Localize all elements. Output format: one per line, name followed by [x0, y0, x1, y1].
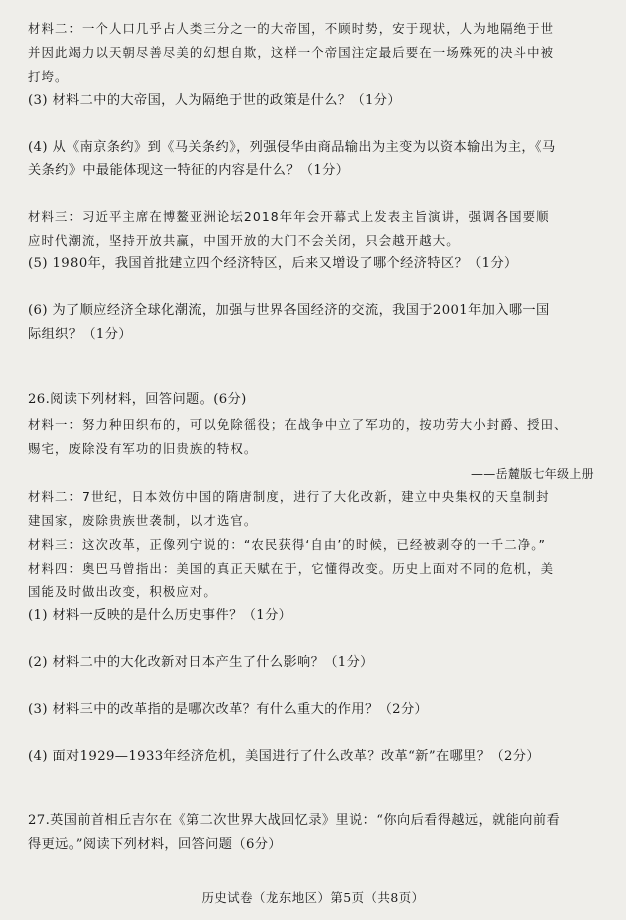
q26-material-1-line-1: 材料一：努力种田织布的，可以免除徭役；在战争中立了军功的，按功劳大小封爵、授田、: [28, 417, 568, 432]
q26-material-4-line-1: 材料四：奥巴马曾指出：美国的真正天赋在于，它懂得改变。历史上面对不同的危机，美: [28, 561, 555, 576]
q26-material-4-line-2: 国能及时做出改变，积极应对。: [28, 584, 217, 599]
question-3: (3) 材料二中的大帝国，人为隔绝于世的政策是什么？（1分）: [28, 93, 401, 108]
question-4-line-2: 关条约》中最能体现这一特征的内容是什么？（1分）: [28, 163, 350, 178]
q26-material-1-line-2: 赐宅，废除没有军功的旧贵族的特权。: [28, 441, 258, 456]
material-2-line-3: 打垮。: [28, 69, 69, 84]
q26-question-2: (2) 材料二中的大化改新对日本产生了什么影响？（1分）: [28, 655, 374, 670]
q26-material-2-line-1: 材料二：7世纪，日本效仿中国的隋唐制度，进行了大化改新，建立中央集权的天皇制封: [28, 489, 550, 504]
question-4-line-1: (4) 从《南京条约》到《马关条约》，列强侵华由商品输出为主变为以资本输出为主，《马: [28, 140, 556, 155]
q26-question-1: (1) 材料一反映的是什么历史事件？（1分）: [28, 608, 293, 623]
page-footer: 历史试卷（龙东地区）第5页（共8页）: [201, 890, 425, 905]
q26-question-3: (3) 材料三中的改革指的是哪次改革？有什么重大的作用？（2分）: [28, 702, 429, 717]
q26-material-1-source: ——岳麓版七年级上册: [470, 467, 594, 481]
question-27-line-2: 得更远。”阅读下列材料，回答问题（6分）: [28, 837, 282, 852]
question-27-line-1: 27.英国前首相丘吉尔在《第二次世界大战回忆录》里说：“你向后看得越远，就能向前看: [28, 813, 561, 828]
material-3-line-2: 应时代潮流，坚持开放共赢，中国开放的大门不会关闭，只会越开越大。: [28, 233, 460, 248]
material-3-line-1: 材料三：习近平主席在博鳌亚洲论坛2018年年会开幕式上发表主旨演讲，强调各国要顺: [28, 209, 550, 224]
question-6-line-1: (6) 为了顺应经济全球化潮流，加强与世界各国经济的交流，我国于2001年加入哪一国: [28, 303, 550, 318]
material-2-line-1: 材料二：一个人口几乎占人类三分之一的大帝国，不顾时势，安于现状，人为地隔绝于世: [28, 21, 555, 36]
question-6-line-2: 际组织？（1分）: [28, 327, 132, 342]
q26-material-2-line-2: 建国家，废除贵族世袭制，以才选官。: [28, 513, 258, 528]
q26-material-3: 材料三：这次改革，正像列宁说的：“农民获得‘自由’的时候，已经被剥夺的一千二净。”: [28, 537, 547, 552]
question-26-title: 26.阅读下列材料，回答问题。(6分): [28, 392, 247, 407]
material-2-line-2: 并因此竭力以天朝尽善尽美的幻想自欺，这样一个帝国注定最后要在一场殊死的决斗中被: [28, 45, 555, 60]
q26-question-4: (4) 面对1929—1933年经济危机，美国进行了什么改革？改革“新”在哪里？（2分）: [28, 749, 540, 764]
question-5: (5) 1980年，我国首批建立四个经济特区，后来又增设了哪个经济特区？（1分）: [28, 256, 518, 271]
